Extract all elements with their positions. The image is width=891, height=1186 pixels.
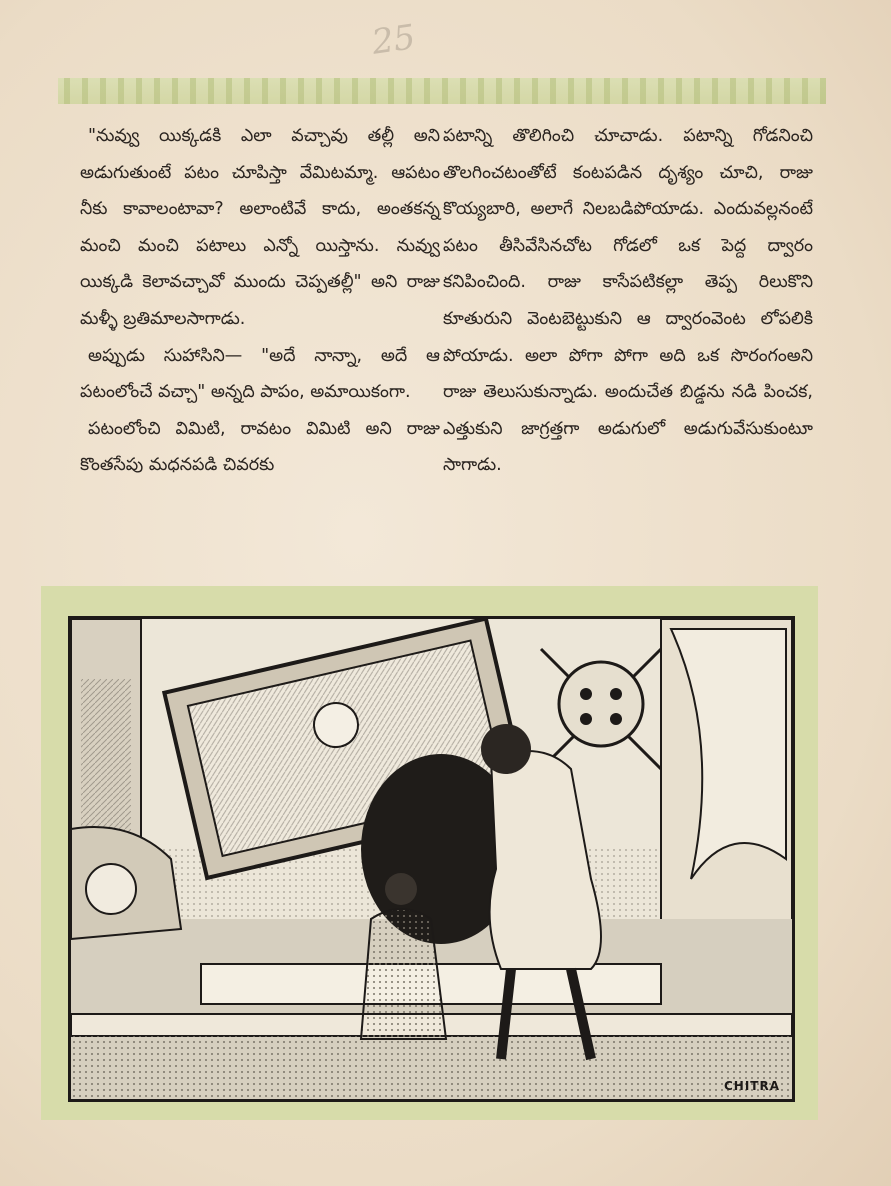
- paragraph: పటాన్ని తొలిగించి చూచాడు. పటాన్ని గోడనించి తొలగించటంతోటే కంటపడిన దృశ్యం చూచి, రాజు కొయ్యబారి, అలాగే నిలబడిపోయాడు. ఎందువల్లనంటే పటం తీసివేసినచోట గోడలో ఒక పెద్ద ద్వారం కనిపించింది. రాజు కాసేపటికల్లా తెప్ప రిలుకొని కూతురుని వెంటబెట్టుకుని ఆ ద్వారంవెంట లోపలికి పోయాడు. అలా పోగా పోగా అది ఒక సొరంగంఅని రాజు తెలుసుకున్నాడు. అందుచేత బిడ్డను నడి పించక, ఎత్తుకుని జాగ్రత్తగా అడుగులో అడుగువేసుకుంటూ సాగాడు.: [443, 126, 813, 476]
- illustration-signature: CHITRA: [723, 1079, 780, 1093]
- illustration-drawing: [71, 619, 792, 1099]
- page-number: 25: [369, 17, 418, 63]
- illustration: [68, 616, 795, 1102]
- left-text-column: [80, 118, 440, 484]
- right-text-column: [443, 118, 813, 484]
- decorative-border: [58, 78, 826, 104]
- paragraph: "నువ్వు యిక్కడకి ఎలా వచ్చావు తల్లీ అని అడుగుతుంటే పటం చూపిస్తా వేమిటమ్మా. ఆపటం నీకు కావాలంటావా? అలాంటివే కాదు, అంతకన్న మంచి మంచి పటాలు ఎన్నో యిస్తాను. నువ్వు యిక్కడి కెలావచ్చావో ముందు చెప్పతల్లీ" అని రాజు మళ్ళీ బ్రతిమాలసాగాడు.: [80, 126, 440, 329]
- paragraph: పటంలోంచి విమిటి, రావటం విమిటి అని రాజు కొంతసేపు మధనపడి చివరకు: [80, 418, 440, 476]
- paragraph: అప్పుడు సుహాసిని— "అదే నాన్నా, అదే ఆ పటంలోంచే వచ్చా" అన్నది పాపం, అమాయికంగా.: [80, 345, 440, 403]
